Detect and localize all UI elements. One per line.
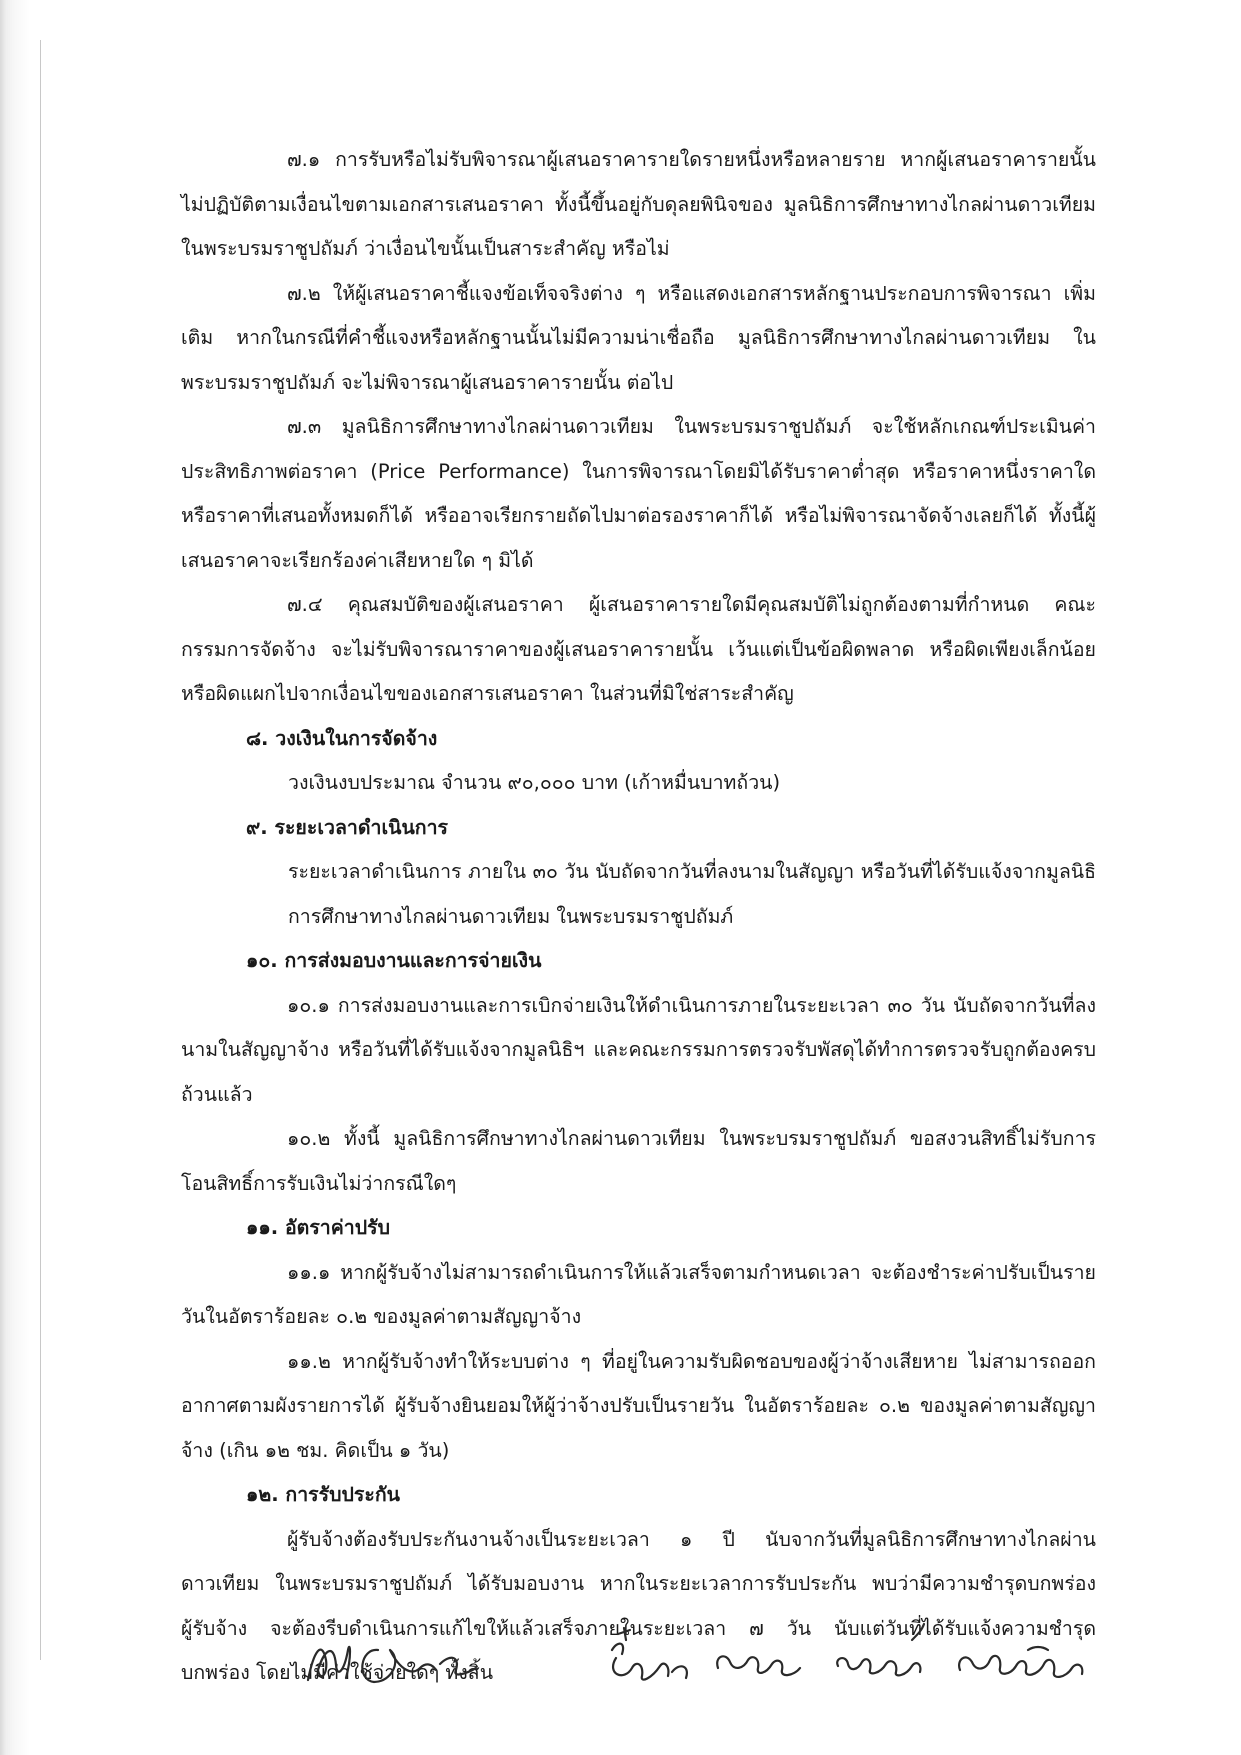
clause-11-2: ๑๑.๒ หากผู้รับจ้างทำให้ระบบต่าง ๆ ที่อยู่ในความรับผิดชอบของผู้ว่าจ้างเสียหาย ไม่สามารถออกอากาศตามผังรายการได้ ผู้รับจ้างยินยอมให้ผู้ว่าจ้างปรับเป็นรายวัน ในอัตราร้อยละ ๐.๒ ของมูลค่าตามสัญญาจ้าง (เกิน ๑๒ ชม. คิดเป็น ๑ วัน) <box>181 1349 1096 1462</box>
clause-10-2: ๑๐.๒ ทั้งนี้ มูลนิธิการศึกษาทางไกลผ่านดาวเทียม ในพระบรมราชูปถัมภ์ ขอสงวนสิทธิ์ไม่รับการโอนสิทธิ์การรับเงินไม่ว่ากรณีใดๆ <box>181 1127 1096 1195</box>
section-10-heading: ๑๐. การส่งมอบงานและการจ่ายเงิน <box>246 949 542 972</box>
section-11-heading: ๑๑. อัตราค่าปรับ <box>246 1216 390 1239</box>
clause-7-1: ๗.๑ การรับหรือไม่รับพิจารณาผู้เสนอราคารายใดรายหนึ่งหรือหลายราย หากผู้เสนอราคารายนั้นไม่ปฏิบัติตามเงื่อนไขตามเอกสารเสนอราคา ทั้งนี้ขึ้นอยู่กับดุลยพินิจของ มูลนิธิการศึกษาทางไกลผ่านดาวเทียม ในพระบรมราชูปถัมภ์ ว่าเงื่อนไขนั้นเป็นสาระสำคัญ หรือไม่ <box>181 148 1096 260</box>
signature-4 <box>837 1624 924 1675</box>
clause-10-1: ๑๐.๑ การส่งมอบงานและการเบิกจ่ายเงินให้ดำเนินการภายในระยะเวลา ๓๐ วัน นับถัดจากวันที่ลงนามในสัญญาจ้าง หรือวันที่ได้รับแจ้งจากมูลนิธิฯ และคณะกรรมการตรวจรับพัสดุได้ทำการตรวจรับถูกต้องครบ ถ้วนแล้ว <box>181 993 1096 1106</box>
signature-row <box>300 1620 1120 1700</box>
scan-edge-shadow <box>0 0 30 1755</box>
clause-7-4: ๗.๔ คุณสมบัติของผู้เสนอราคา ผู้เสนอราคารายใดมีคุณสมบัติไม่ถูกต้องตามที่กำหนด คณะกรรมการจัดจ้าง จะไม่รับพิจารณาราคาของผู้เสนอราคารายนั้น เว้นแต่เป็นข้อผิดพลาด หรือผิดเพียงเล็กน้อย หรือผิดแผกไปจากเงื่อนไขของเอกสารเสนอราคา ในส่วนที่มิใช่สาระสำคัญ <box>181 593 1096 705</box>
section-8-budget: วงเงินงบประมาณ จำนวน ๙๐,๐๐๐ บาท (เก้าหมื่นบาทถ้วน) <box>288 771 781 794</box>
clause-7-3: ๗.๓ มูลนิธิการศึกษาทางไกลผ่านดาวเทียม ในพระบรมราชูปถัมภ์ จะใช้หลักเกณฑ์ประเมินค่าประสิทธิภาพต่อราคา (Price Performance) ในการพิจารณาโดยมิได้รับราคาต่ำสุด หรือราคาหนึ่งราคาใด หรือราคาที่เสนอทั้งหมดก็ได้ หรืออาจเรียกรายถัดไปมาต่อรองราคาก็ได้ หรือไม่พิจารณาจัดจ้างเลยก็ได้ ทั้งนี้ผู้เสนอราคาจะเรียกร้องค่าเสียหายใด ๆ มิได้ <box>181 415 1096 572</box>
clause-12-1: ผู้รับจ้างต้องรับประกันงานจ้างเป็นระยะเวลา ๑ ปี นับจากวันที่มูลนิธิการศึกษาทางไกลผ่านดาวเทียม ในพระบรมราชูปถัมภ์ ได้รับมอบงาน หากในระยะเวลาการรับประกัน พบว่ามีความชำรุดบกพร่อง ผู้รับจ้าง จะต้องรีบดำเนินการแก้ไขให้แล้วเสร็จภายในระยะเวลา ๗ วัน นับแต่วันที่ได้รับแจ้งความชำรุดบกพร่อง โดยไม่มีค่าใช้จ่ายใดๆ ทั้งสิ้น <box>181 1527 1096 1684</box>
section-12-heading: ๑๒. การรับประกัน <box>246 1483 400 1506</box>
scan-fold-line <box>40 40 41 1660</box>
section-8-heading: ๘. วงเงินในการจัดจ้าง <box>246 726 438 750</box>
clause-7-2: ๗.๒ ให้ผู้เสนอราคาชี้แจงข้อเท็จจริงต่าง ๆ หรือแสดงเอกสารหลักฐานประกอบการพิจารณา เพิ่มเติม หากในกรณีที่คำชี้แจงหรือหลักฐานนั้นไม่มีความน่าเชื่อถือ มูลนิธิการศึกษาทางไกลผ่านดาวเทียม ในพระบรมราชูปถัมภ์ จะไม่พิจารณาผู้เสนอราคารายนั้น ต่อไป <box>181 281 1096 394</box>
signature-3 <box>717 1656 800 1675</box>
signature-1 <box>308 1647 476 1682</box>
document-body <box>181 138 1096 1696</box>
section-9-heading: ๙. ระยะเวลาดำเนินการ <box>246 815 449 839</box>
signature-2 <box>612 1628 687 1680</box>
clause-11-1: ๑๑.๑ หากผู้รับจ้างไม่สามารถดำเนินการให้แล้วเสร็จตามกำหนดเวลา จะต้องชำระค่าปรับเป็นรายวันในอัตราร้อยละ ๐.๒ ของมูลค่าตามสัญญาจ้าง <box>181 1260 1096 1328</box>
signature-5 <box>959 1647 1082 1677</box>
section-9-duration: ระยะเวลาดำเนินการ ภายใน ๓๐ วัน นับถัดจากวันที่ลงนามในสัญญา หรือวันที่ได้รับแจ้งจากมูลนิธิการศึกษาทางไกลผ่านดาวเทียม ในพระบรมราชูปถัมภ์ <box>288 860 1096 928</box>
